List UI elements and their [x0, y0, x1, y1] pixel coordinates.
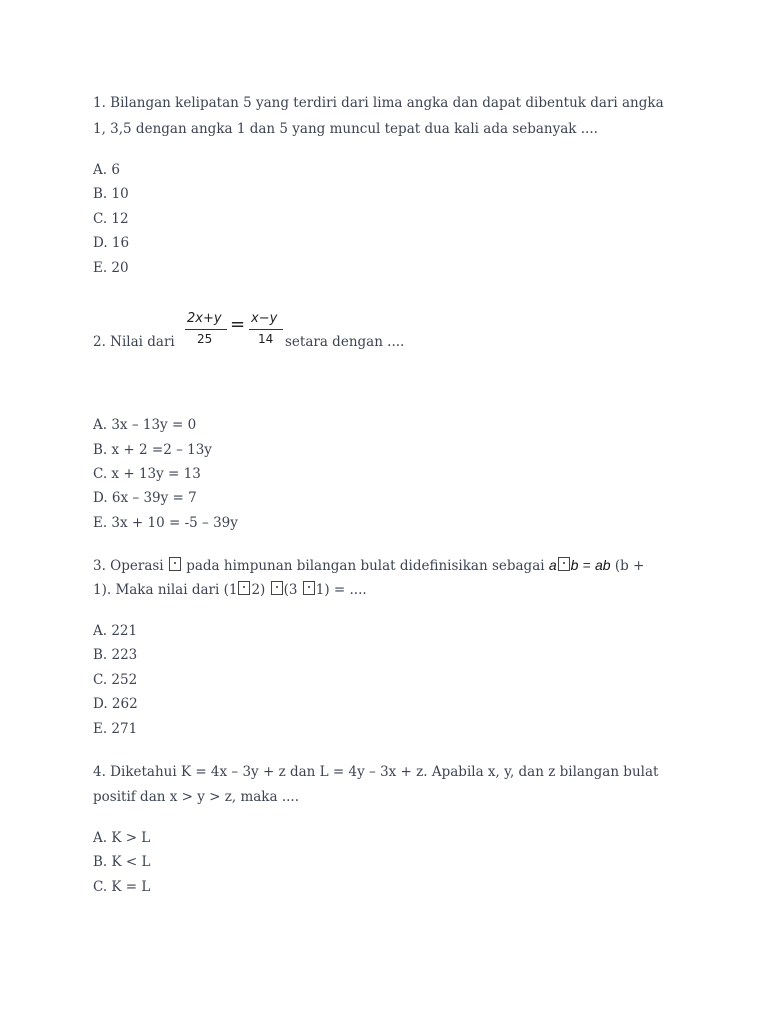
q2-right-denominator: 14: [258, 332, 274, 346]
q2-option-c: C. x + 13y = 13: [93, 466, 201, 482]
q3-line1-tail: (b +: [614, 558, 645, 574]
q3-definition-text: pada himpunan bilangan bulat didefinisikan sebagai: [186, 558, 545, 574]
q2-suffix: setara dengan ....: [285, 334, 405, 350]
q2-equation: [183, 308, 288, 348]
q4-text-line-2: positif dan x > y > z, maka ....: [93, 789, 299, 805]
q4-option-a: A. K > L: [93, 830, 151, 846]
operator-box-icon: [169, 557, 181, 571]
q3-line2-part-b: 2): [251, 582, 266, 598]
q2-right-numerator: x−y: [251, 311, 278, 326]
q1-option-d: D. 16: [93, 235, 130, 251]
q4-option-b: B. K < L: [93, 854, 151, 870]
operator-box-icon: [238, 581, 250, 595]
operator-box-icon: [303, 581, 315, 595]
q2-left-denominator: 25: [197, 332, 213, 346]
q2-option-b: B. x + 2 =2 – 13y: [93, 442, 212, 458]
q2-prefix: 2. Nilai dari: [93, 334, 175, 350]
q1-text-line-1: 1. Bilangan kelipatan 5 yang terdiri dari lima angka dan dapat dibentuk dari angka: [93, 95, 664, 111]
q4-option-c: C. K = L: [93, 879, 151, 895]
q1-option-e: E. 20: [93, 260, 129, 276]
q3-option-a: A. 221: [93, 623, 138, 639]
q1-option-c: C. 12: [93, 211, 129, 227]
q3-line2-part-a: 1). Maka nilai dari (1: [93, 582, 238, 598]
q3-line2-part-d: 1) = ....: [315, 582, 367, 598]
q3-option-d: D. 262: [93, 696, 138, 712]
q3-expr-ab: ab: [594, 557, 611, 573]
q1-option-b: B. 10: [93, 186, 129, 202]
q3-option-c: C. 252: [93, 672, 138, 688]
q2-left-numerator: 2x+y: [187, 311, 222, 326]
q3-var-b: b: [570, 557, 579, 573]
q1-option-a: A. 6: [93, 162, 120, 178]
q3-text-line-2: [93, 581, 367, 599]
q3-option-e: E. 271: [93, 721, 138, 737]
q2-equals-sign: =: [230, 314, 246, 335]
q3-intro: 3. Operasi: [93, 558, 164, 574]
q2-option-d: D. 6x – 39y = 7: [93, 490, 197, 506]
q3-equals: =: [582, 558, 591, 573]
q2-option-e: E. 3x + 10 = -5 – 39y: [93, 515, 238, 531]
q3-option-b: B. 223: [93, 647, 138, 663]
operator-box-icon: [558, 557, 570, 571]
q3-var-a: a: [548, 557, 557, 573]
q1-text-line-2: 1, 3,5 dengan angka 1 dan 5 yang muncul tepat dua kali ada sebanyak ....: [93, 121, 598, 137]
q2-right-fraction-bar: [249, 329, 283, 330]
q2-option-a: A. 3x – 13y = 0: [93, 417, 197, 433]
q3-text-line-1: [93, 556, 644, 575]
operator-box-icon: [271, 581, 283, 595]
q2-left-fraction-bar: [185, 329, 227, 330]
q3-line2-part-c: (3: [283, 582, 298, 598]
q4-text-line-1: 4. Diketahui K = 4x – 3y + z dan L = 4y – 3x + z. Apabila x, y, dan z bilangan bulat: [93, 764, 659, 780]
